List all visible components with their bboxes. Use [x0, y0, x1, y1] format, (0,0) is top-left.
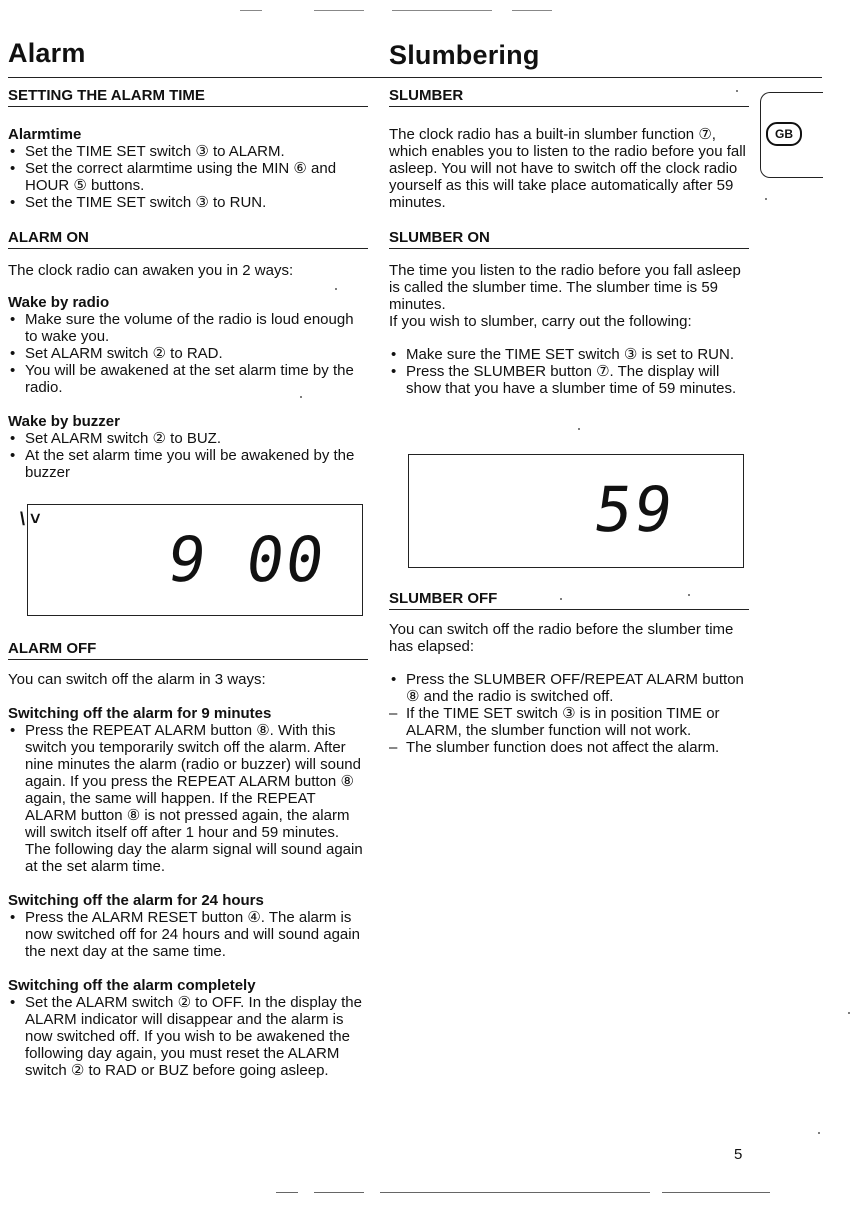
list-item: • Make sure the volume of the radio is loud enough to wake you. [8, 311, 368, 345]
slumber-on-text: The time you listen to the radio before you fall asleep is called the slumber time. The slumber time is 59 minutes. [389, 262, 741, 313]
alarm-display-illustration [20, 504, 363, 616]
nine-minutes-subheading: Switching off the alarm for 9 minutes [8, 705, 272, 722]
wake-by-radio-list [8, 311, 368, 396]
title-divider [8, 77, 822, 78]
page-title-alarm: Alarm [8, 38, 86, 68]
day-list [8, 909, 368, 960]
setting-alarm-list [8, 143, 368, 211]
slumber-heading: SLUMBER [389, 87, 749, 107]
scan-speck [578, 428, 580, 430]
slumber-on-heading: SLUMBER ON [389, 229, 749, 249]
alarm-on-intro: The clock radio can awaken you in 2 ways: [8, 262, 294, 279]
scan-mark [392, 10, 492, 11]
scan-mark [662, 1192, 770, 1193]
slumber-on-section [389, 229, 749, 397]
scan-mark [240, 10, 262, 11]
alarm-indicator-icon: \ ˅ [20, 509, 41, 529]
slumber-display-digits: 59 [589, 473, 679, 546]
slumber-text: The clock radio has a built-in slumber function ⑦, which enables you to listen to the radio before you fall asleep. You will not have to switch off the clock radio yourself as this will take place automatically after 59 minutes. [389, 126, 746, 211]
alarmtime-subheading: Alarmtime [8, 126, 82, 143]
nine-minutes-list [8, 722, 368, 875]
list-item: • Set the ALARM switch ② to OFF. In the display the ALARM indicator will disappear and the alarm is now switched off. If you wish to be awakened the following day again, you must reset the ALARM switch ② to RAD or BUZ before going asleep. [8, 994, 368, 1079]
list-item: • At the set alarm time you will be awakened by the buzzer [8, 447, 368, 481]
setting-alarm-section [8, 87, 368, 211]
slumber-off-notes [389, 705, 749, 756]
slumber-off-list [389, 671, 749, 705]
slumber-on-text2: If you wish to slumber, carry out the following: [389, 313, 692, 330]
list-item: • Press the REPEAT ALARM button ⑧. With this switch you temporarily switch off the alarm. After nine minutes the alarm (radio or buzzer) will sound again. If you press the REPEAT ALARM button ⑧ again, the same will happen. If the REPEAT ALARM button ⑧ is not pressed again, the alarm will switch itself off after 1 hour and 59 minutes. The following day the alarm signal will sound again at the set alarm time. [8, 722, 368, 875]
scan-speck [765, 198, 767, 200]
language-badge: GB [766, 122, 802, 146]
scan-speck [848, 1012, 850, 1014]
alarm-on-section [8, 229, 368, 481]
list-item: • Set the TIME SET switch ③ to ALARM. [8, 143, 368, 160]
list-item: • Press the ALARM RESET button ④. The alarm is now switched off for 24 hours and will sound again the next day at the same time. [8, 909, 368, 960]
scan-mark [276, 1192, 298, 1193]
alarm-on-heading: ALARM ON [8, 229, 368, 249]
slumber-off-section [389, 590, 749, 756]
list-item: • Set ALARM switch ② to RAD. [8, 345, 368, 362]
slumber-section [389, 87, 749, 211]
slumber-off-heading: SLUMBER OFF [389, 590, 749, 610]
list-item: • Set the correct alarmtime using the MIN ⑥ and HOUR ⑤ buttons. [8, 160, 368, 194]
wake-by-buzzer-list [8, 430, 368, 481]
list-item: • Press the SLUMBER button ⑦. The display will show that you have a slumber time of 59 minutes. [389, 363, 749, 397]
list-item: • Make sure the TIME SET switch ③ is set to RUN. [389, 346, 749, 363]
day-subheading: Switching off the alarm for 24 hours [8, 892, 264, 909]
completely-subheading: Switching off the alarm completely [8, 977, 256, 994]
slumber-on-list [389, 346, 749, 397]
scan-mark [314, 10, 364, 11]
wake-by-radio-subheading: Wake by radio [8, 294, 110, 311]
page-title-slumbering: Slumbering [389, 40, 540, 70]
slumber-display-illustration [408, 454, 744, 568]
list-item: • Set the TIME SET switch ③ to RUN. [8, 194, 368, 211]
scan-mark [512, 10, 552, 11]
scan-speck [818, 1132, 820, 1134]
alarm-off-heading: ALARM OFF [8, 640, 368, 660]
slumber-off-text: You can switch off the radio before the slumber time has elapsed: [389, 621, 734, 655]
list-item: • Press the SLUMBER OFF/REPEAT ALARM button ⑧ and the radio is switched off. [389, 671, 749, 705]
scan-mark [314, 1192, 364, 1193]
scan-mark [380, 1192, 650, 1193]
setting-alarm-heading: SETTING THE ALARM TIME [8, 87, 368, 107]
alarm-off-section [8, 640, 368, 1079]
list-item: • You will be awakened at the set alarm time by the radio. [8, 362, 368, 396]
page-number: 5 [734, 1146, 743, 1163]
list-item: • Set ALARM switch ② to BUZ. [8, 430, 368, 447]
alarm-off-intro: You can switch off the alarm in 3 ways: [8, 671, 266, 688]
list-item: – The slumber function does not affect the alarm. [389, 739, 749, 756]
alarm-display-digits: 9 00 [162, 523, 331, 596]
completely-list [8, 994, 368, 1079]
list-item: – If the TIME SET switch ③ is in position TIME or ALARM, the slumber function will not work. [389, 705, 749, 739]
wake-by-buzzer-subheading: Wake by buzzer [8, 413, 120, 430]
